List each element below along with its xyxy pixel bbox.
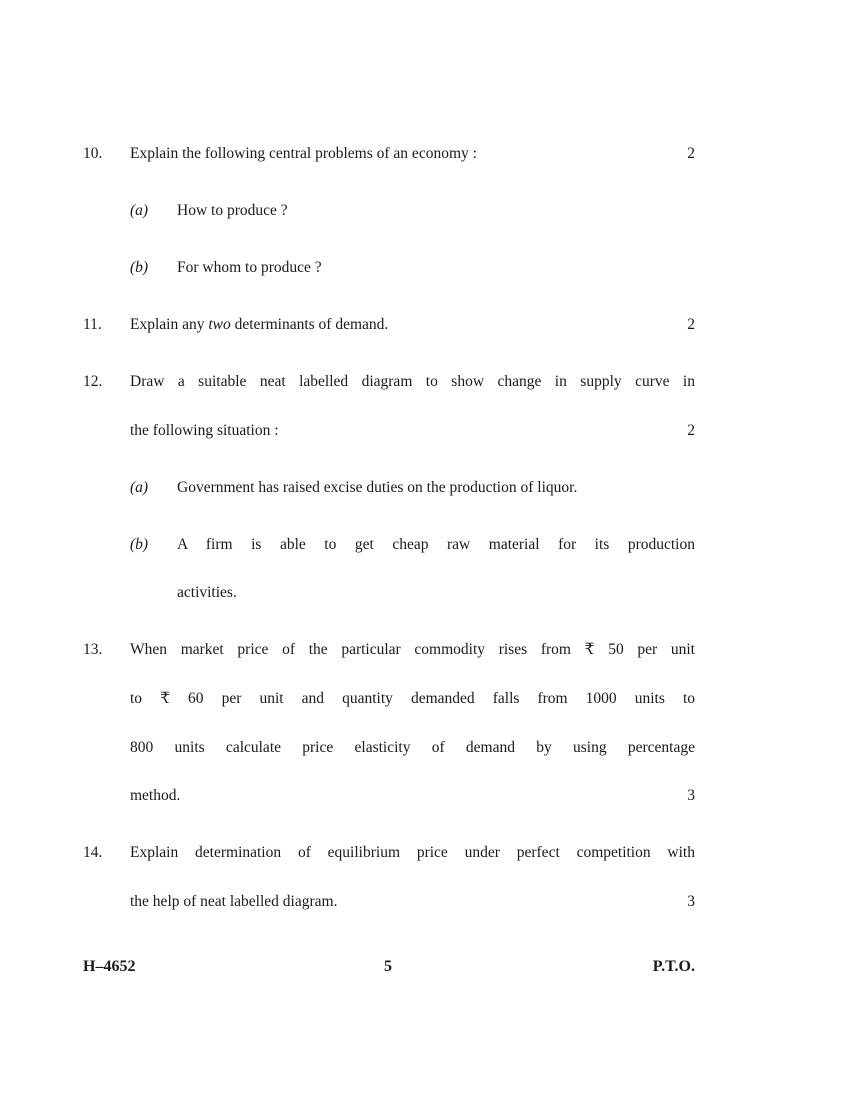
question-12-line-1: Draw a suitable neat labelled diagram to show change in supply curve in: [130, 373, 695, 390]
question-number-14: 14.: [83, 844, 103, 861]
question-12-line-2: the following situation :: [130, 422, 279, 439]
question-12-part-a-label: (a): [130, 479, 149, 496]
question-13-line-4: method.: [130, 787, 181, 804]
question-11-marks: 2: [687, 316, 695, 333]
question-10-text: Explain the following central problems of an economy :: [130, 145, 477, 162]
paper-code: H–4652: [83, 958, 136, 975]
page-number: 5: [384, 958, 392, 975]
question-12-part-b-label: (b): [130, 536, 149, 553]
question-number-10: 10.: [83, 145, 103, 162]
question-12-part-b-line-1: A firm is able to get cheap raw material for its production: [177, 536, 695, 553]
question-13-line-1: When market price of the particular commodity rises from ₹ 50 per unit: [130, 641, 695, 658]
question-14-line-1: Explain determination of equilibrium price under perfect competition with: [130, 844, 695, 861]
please-turn-over: P.T.O.: [652, 958, 695, 975]
question-10-marks: 2: [687, 145, 695, 162]
question-number-11: 11.: [83, 316, 102, 333]
question-13-line-3: 800 units calculate price elasticity of demand by using percentage: [130, 739, 695, 756]
question-10-part-b-text: For whom to produce ?: [177, 259, 322, 276]
question-11-text-after: determinants of demand.: [230, 316, 389, 333]
question-number-13: 13.: [83, 641, 103, 658]
question-10-part-b-label: (b): [130, 259, 149, 276]
question-12-marks: 2: [687, 422, 695, 439]
question-number-12: 12.: [83, 373, 103, 390]
question-13-marks: 3: [687, 787, 695, 804]
question-12-part-a-text: Government has raised excise duties on the production of liquor.: [177, 479, 578, 496]
question-11-emphasis: two: [208, 316, 231, 333]
question-14-marks: 3: [687, 893, 695, 910]
question-10-part-a-label: (a): [130, 202, 149, 219]
question-12-part-b-line-2: activities.: [177, 584, 237, 601]
question-11-text: [130, 315, 388, 335]
question-10-part-a-text: How to produce ?: [177, 202, 288, 219]
question-13-line-2: to ₹ 60 per unit and quantity demanded falls from 1000 units to: [130, 690, 695, 707]
question-14-line-2: the help of neat labelled diagram.: [130, 893, 338, 910]
question-11-text-before: Explain any: [130, 316, 209, 333]
